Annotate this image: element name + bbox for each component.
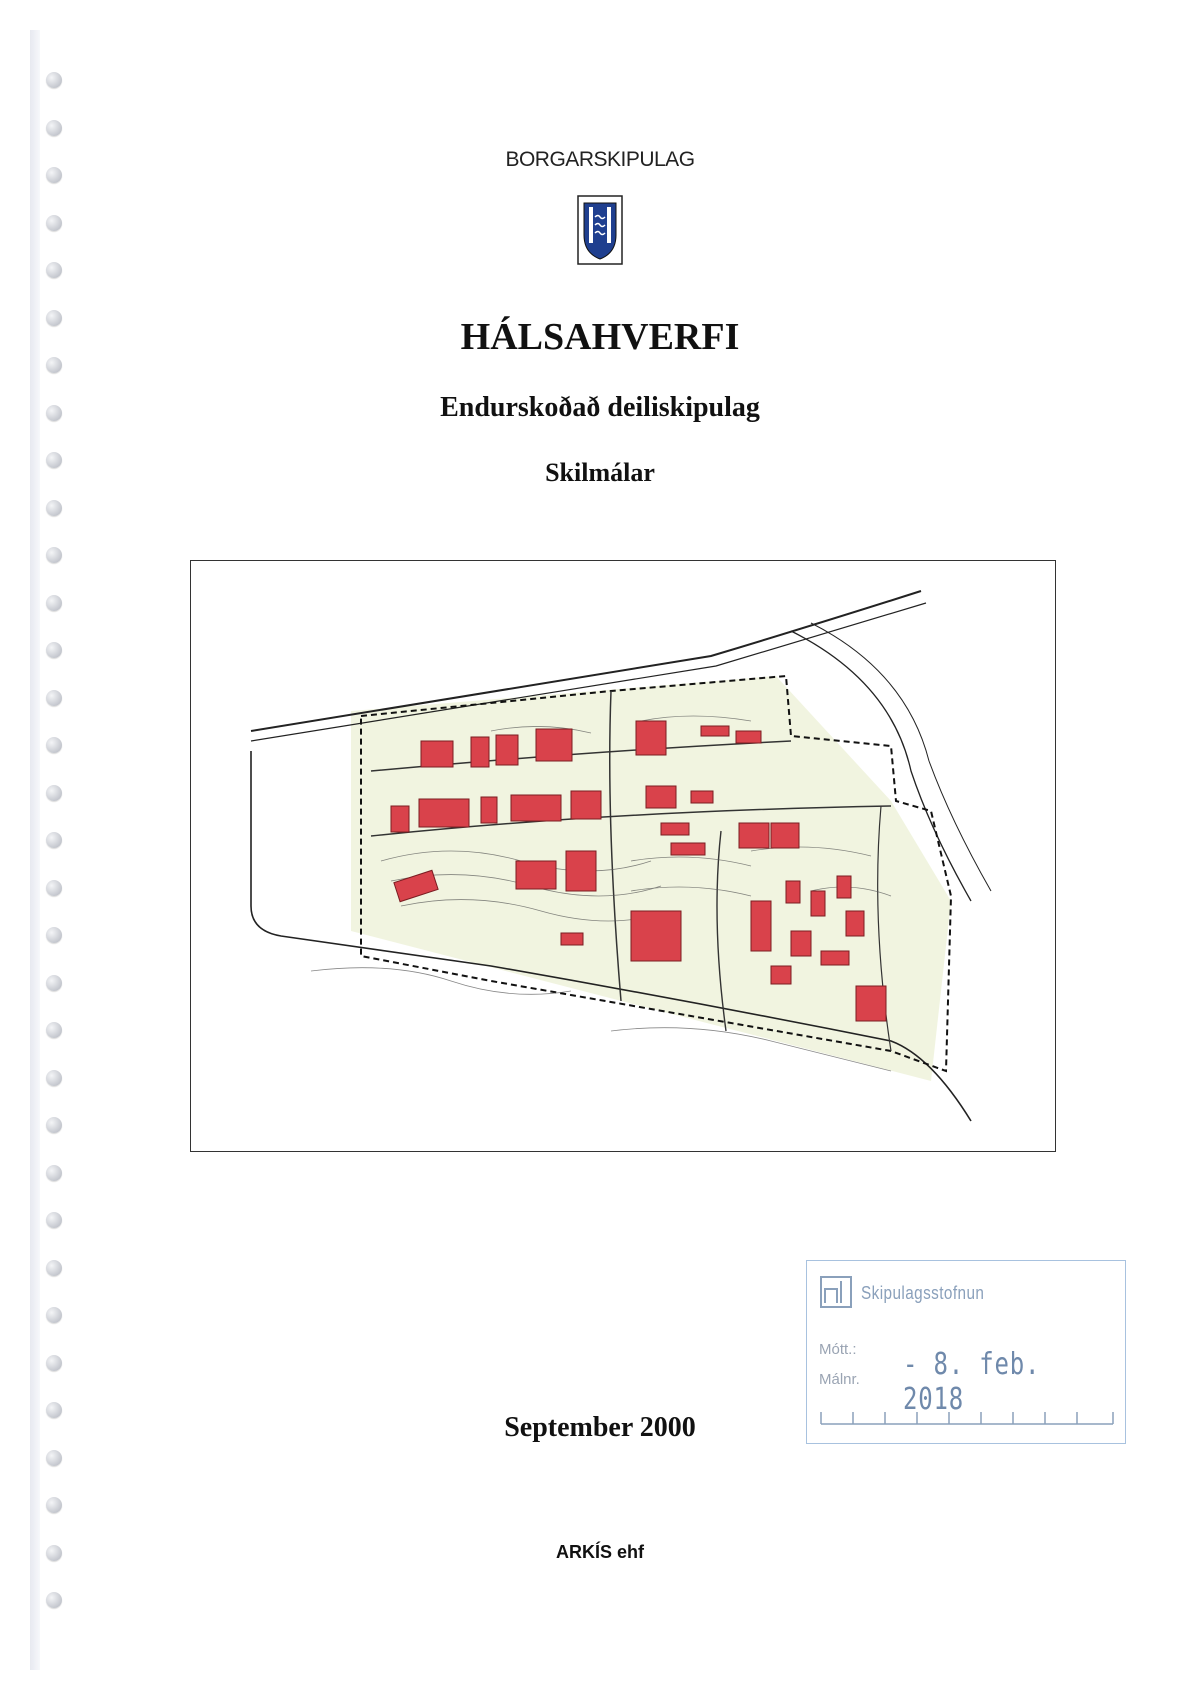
binding-ring-icon <box>46 927 62 943</box>
binding-ring-icon <box>46 690 62 706</box>
building <box>661 823 689 835</box>
building <box>739 823 769 848</box>
building <box>691 791 713 803</box>
binding-ring-icon <box>46 120 62 136</box>
binding-ring-icon <box>46 975 62 991</box>
building <box>771 823 799 848</box>
building <box>636 721 666 755</box>
building <box>391 806 409 832</box>
binding-ring-icon <box>46 1450 62 1466</box>
document-title: HÁLSAHVERFI <box>460 316 740 358</box>
building <box>421 741 453 767</box>
reykjavik-crest-icon <box>577 195 623 270</box>
building <box>821 951 849 965</box>
stamp-case-label: Málnr. <box>819 1371 860 1388</box>
skipulagsstofnun-logo-icon <box>819 1275 853 1314</box>
binding-ring-icon <box>46 1117 62 1133</box>
binding-ring-icon <box>46 357 62 373</box>
building <box>786 881 800 903</box>
building <box>516 861 556 889</box>
binding-ring-icon <box>46 1497 62 1513</box>
stamp-received-label: Mótt.: <box>819 1341 857 1358</box>
binding-ring-icon <box>46 1022 62 1038</box>
building <box>736 731 761 743</box>
spiral-binding <box>46 72 68 1642</box>
agency-name: BORGARSKIPULAG <box>505 148 695 171</box>
document-date: September 2000 <box>504 1412 696 1443</box>
document-subtitle: Endurskoðað deiliskipulag <box>440 392 760 423</box>
binding-ring-icon <box>46 547 62 563</box>
binding-ring-icon <box>46 1212 62 1228</box>
binding-ring-icon <box>46 262 62 278</box>
binding-ring-icon <box>46 1260 62 1276</box>
binding-ring-icon <box>46 642 62 658</box>
building <box>811 891 825 916</box>
binding-ring-icon <box>46 832 62 848</box>
building <box>496 735 518 765</box>
binding-ring-icon <box>46 215 62 231</box>
building <box>511 795 561 821</box>
binding-ring-icon <box>46 737 62 753</box>
building <box>846 911 864 936</box>
stamp-received-date: - 8. feb. 2018 <box>903 1347 1041 1417</box>
building <box>566 851 596 891</box>
site-plan-map <box>190 560 1056 1152</box>
building <box>471 737 489 767</box>
building <box>646 786 676 808</box>
document-section: Skilmálar <box>545 458 655 487</box>
building <box>837 876 851 898</box>
building <box>856 986 886 1021</box>
document-author: ARKÍS ehf <box>555 1542 644 1562</box>
building <box>571 791 601 819</box>
building <box>701 726 729 736</box>
binding-ring-icon <box>46 500 62 516</box>
building <box>791 931 811 956</box>
binding-ring-icon <box>46 1070 62 1086</box>
binding-ring-icon <box>46 1355 62 1371</box>
binding-ring-icon <box>46 880 62 896</box>
binding-ring-icon <box>46 1592 62 1608</box>
building <box>481 797 497 823</box>
building <box>419 799 469 827</box>
building <box>536 729 572 761</box>
binding-ring-icon <box>46 72 62 88</box>
building <box>631 911 681 961</box>
binding-ring-icon <box>46 595 62 611</box>
building <box>561 933 583 945</box>
stamp-organization: Skipulagsstofnun <box>861 1283 985 1303</box>
binding-ring-icon <box>46 1165 62 1181</box>
building <box>771 966 791 984</box>
binding-ring-icon <box>46 1307 62 1323</box>
building <box>671 843 705 855</box>
binding-ring-icon <box>46 785 62 801</box>
building <box>751 901 771 951</box>
